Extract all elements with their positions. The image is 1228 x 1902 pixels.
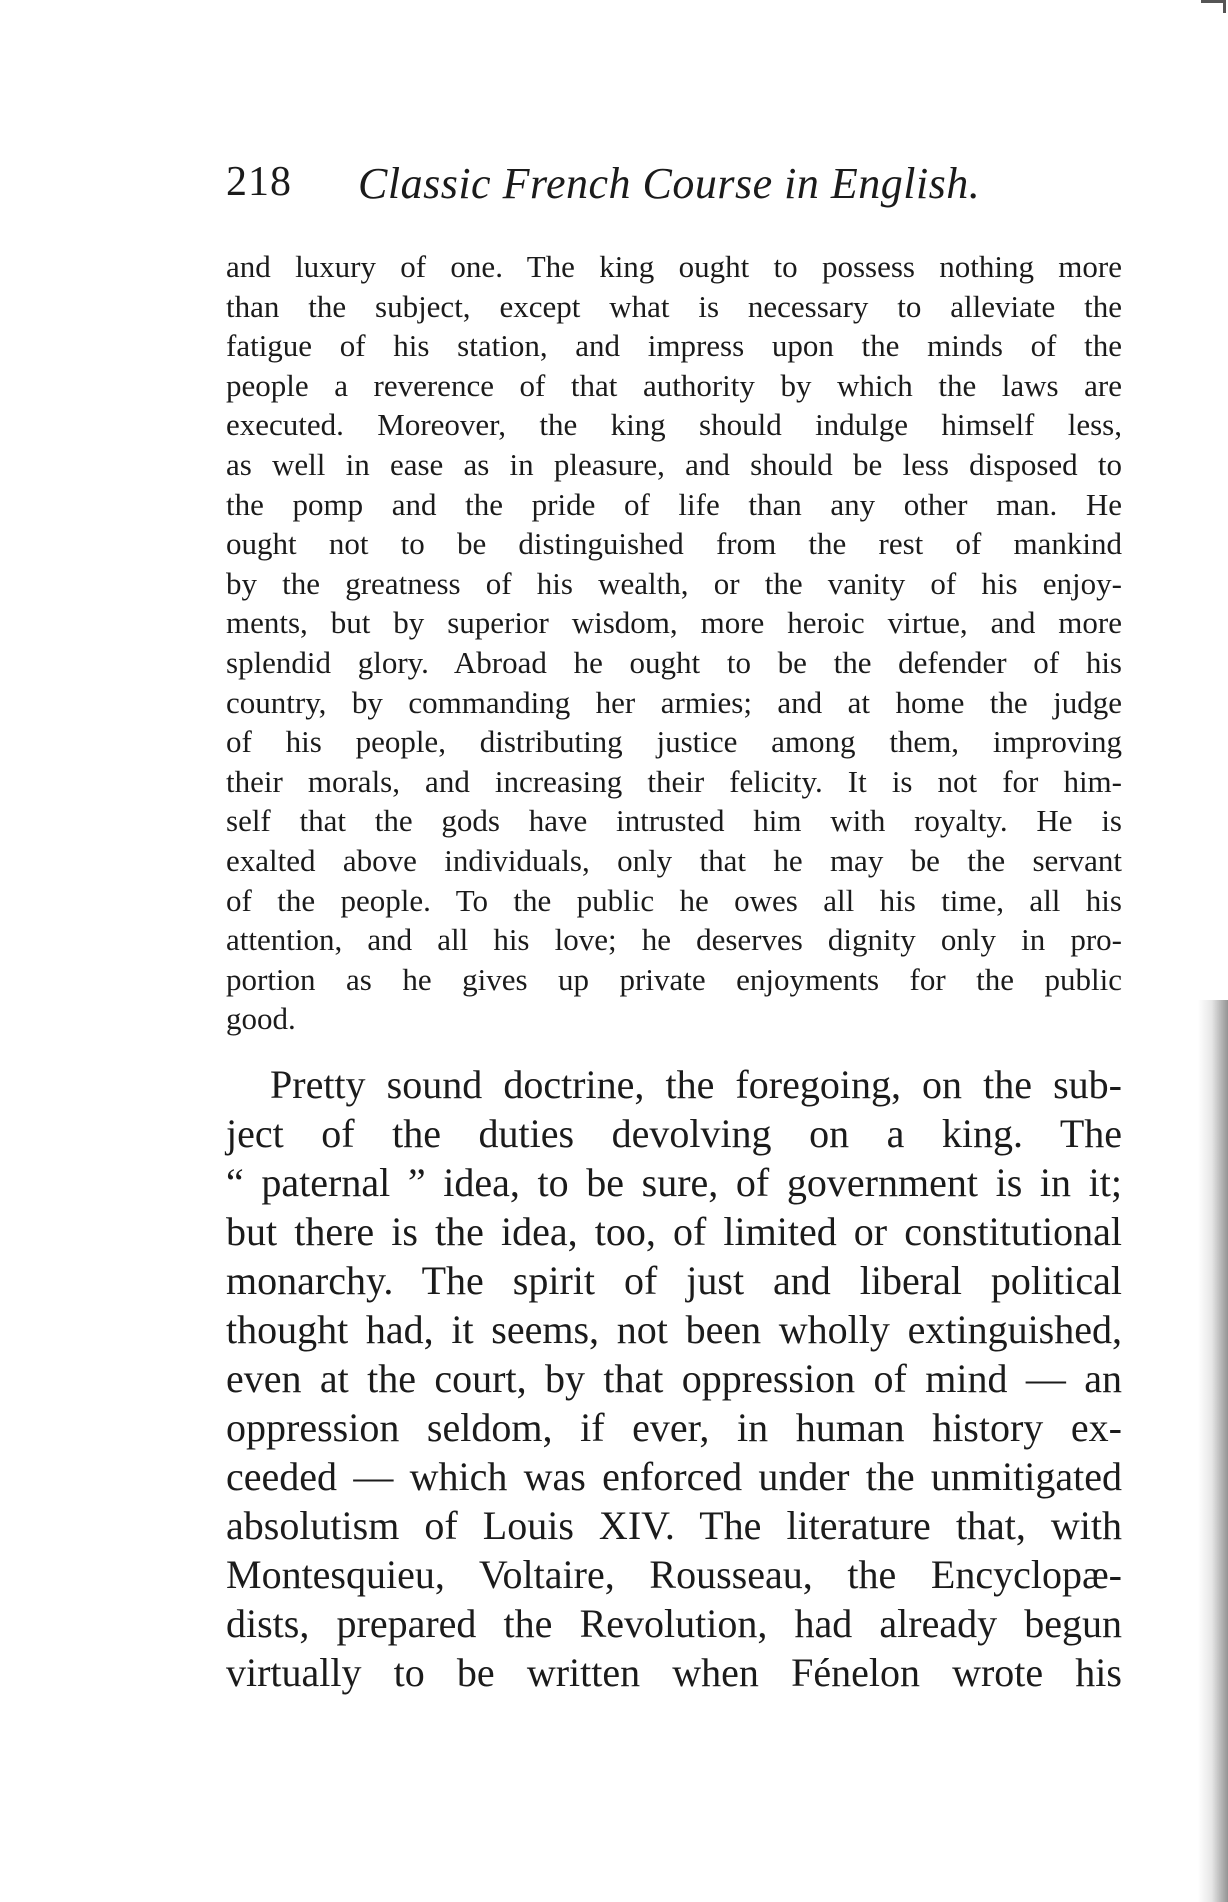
quote-line: ments, but by superior wisdom, more heroic virtue, and more — [226, 605, 1122, 641]
body-line: “ paternal ” idea, to be sure, of government is in it; — [226, 1160, 1122, 1205]
page-header — [226, 158, 1026, 210]
body-line: virtually to be written when Fénelon wrote his — [226, 1650, 1122, 1695]
page-number: 218 — [226, 159, 292, 205]
quote-line: as well in ease as in pleasure, and should be less disposed to — [226, 446, 1122, 482]
quote-line: of his people, distributing justice among them, improving — [226, 724, 1122, 760]
quote-line: of the people. To the public he owes all his time, all his — [226, 882, 1122, 918]
body-line: Montesquieu, Voltaire, Rousseau, the Encyclopæ- — [226, 1552, 1122, 1597]
body-line: even at the court, by that oppression of mind — an — [226, 1356, 1122, 1401]
quote-line: people a reverence of that authority by which the laws are — [226, 367, 1122, 403]
body-line: ject of the duties devolving on a king. The — [226, 1111, 1122, 1156]
body-line: thought had, it seems, not been wholly extinguished, — [226, 1307, 1122, 1352]
body-line: monarchy. The spirit of just and liberal political — [226, 1258, 1122, 1303]
quote-line: and luxury of one. The king ought to possess nothing more — [226, 249, 1122, 284]
quote-line: executed. Moreover, the king should indulge himself less, — [226, 407, 1122, 443]
body-line: absolutism of Louis XIV. The literature that, with — [226, 1503, 1122, 1548]
quote-line: exalted above individuals, only that he may be the servant — [226, 842, 1122, 878]
scan-page-edge-shadow — [1198, 1000, 1228, 1902]
quote-line: ought not to be distinguished from the rest of mankind — [226, 526, 1122, 562]
quote-line: country, by commanding her armies; and at home the judge — [226, 684, 1122, 720]
quote-line: self that the gods have intrusted him with royalty. He is — [226, 803, 1122, 839]
quote-line: the pomp and the pride of life than any other man. He — [226, 486, 1122, 522]
quote-line: splendid glory. Abroad he ought to be the defender of his — [226, 644, 1122, 680]
quote-line: attention, and all his love; he deserves dignity only in pro- — [226, 922, 1122, 958]
quote-line: by the greatness of his wealth, or the vanity of his enjoy- — [226, 565, 1122, 601]
body-line: ceeded — which was enforced under the unmitigated — [226, 1454, 1122, 1499]
quote-line: portion as he gives up private enjoyments for the public — [226, 961, 1122, 997]
running-title: Classic French Course in English. — [358, 159, 981, 208]
quote-line: their morals, and increasing their felicity. It is not for him- — [226, 763, 1122, 799]
scan-corner-mark — [1201, 0, 1226, 13]
body-line: dists, prepared the Revolution, had already begun — [226, 1601, 1122, 1646]
commentary-paragraph — [226, 1060, 1122, 1697]
quote-line: than the subject, except what is necessary to alleviate the — [226, 288, 1122, 324]
body-line: oppression seldom, if ever, in human history ex- — [226, 1405, 1122, 1450]
body-line: Pretty sound doctrine, the foregoing, on the sub- — [270, 1062, 1122, 1107]
quote-line: good. — [226, 1001, 296, 1037]
quoted-passage — [226, 247, 1122, 1039]
body-line: but there is the idea, too, of limited or constitutional — [226, 1209, 1122, 1254]
quote-line: fatigue of his station, and impress upon the minds of the — [226, 328, 1122, 364]
